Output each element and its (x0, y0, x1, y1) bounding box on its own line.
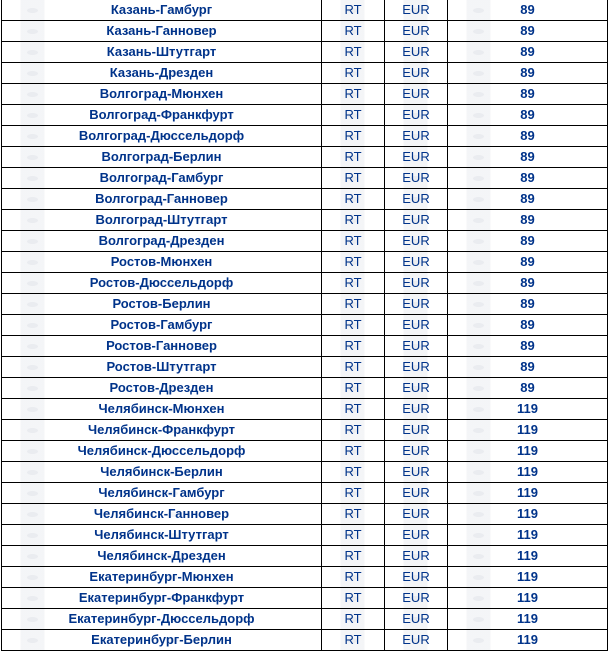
table-row (2, 525, 608, 546)
price-cell: 89 (448, 294, 608, 315)
route-cell: Волгоград-Штутгарт (2, 210, 322, 231)
table-row (2, 63, 608, 84)
route-cell: Екатеринбург-Мюнхен (2, 567, 322, 588)
price-cell: 89 (448, 189, 608, 210)
currency-cell: EUR (385, 273, 448, 294)
route-cell: Екатеринбург-Дюссельдорф (2, 609, 322, 630)
trip-type-cell: RT (322, 483, 385, 504)
route-cell: Екатеринбург-Франкфурт (2, 588, 322, 609)
currency-cell: EUR (385, 420, 448, 441)
price-cell: 119 (448, 567, 608, 588)
trip-type-cell: RT (322, 294, 385, 315)
route-cell: Волгоград-Берлин (2, 147, 322, 168)
trip-type-cell: RT (322, 126, 385, 147)
currency-cell: EUR (385, 504, 448, 525)
table-row (2, 168, 608, 189)
route-cell: Волгоград-Франкфурт (2, 105, 322, 126)
price-cell: 89 (448, 210, 608, 231)
trip-type-cell: RT (322, 63, 385, 84)
route-cell: Ростов-Штутгарт (2, 357, 322, 378)
table-row (2, 504, 608, 525)
trip-type-cell: RT (322, 588, 385, 609)
currency-cell: EUR (385, 546, 448, 567)
currency-cell: EUR (385, 315, 448, 336)
table-row (2, 105, 608, 126)
currency-cell: EUR (385, 609, 448, 630)
table-row (2, 567, 608, 588)
trip-type-cell: RT (322, 399, 385, 420)
currency-cell: EUR (385, 84, 448, 105)
trip-type-cell: RT (322, 273, 385, 294)
price-cell: 89 (448, 63, 608, 84)
route-cell: Ростов-Дрезден (2, 378, 322, 399)
trip-type-cell: RT (322, 504, 385, 525)
route-cell: Челябинск-Мюнхен (2, 399, 322, 420)
route-cell: Ростов-Ганновер (2, 336, 322, 357)
price-cell: 119 (448, 525, 608, 546)
price-cell: 89 (448, 0, 608, 21)
currency-cell: EUR (385, 21, 448, 42)
currency-cell: EUR (385, 231, 448, 252)
trip-type-cell: RT (322, 252, 385, 273)
route-cell: Волгоград-Дрезден (2, 231, 322, 252)
price-cell: 89 (448, 378, 608, 399)
currency-cell: EUR (385, 441, 448, 462)
price-cell: 89 (448, 105, 608, 126)
price-cell: 89 (448, 315, 608, 336)
table-row (2, 399, 608, 420)
route-cell: Челябинск-Ганновер (2, 504, 322, 525)
route-cell: Волгоград-Дюссельдорф (2, 126, 322, 147)
table-row (2, 147, 608, 168)
table-row (2, 357, 608, 378)
currency-cell: EUR (385, 210, 448, 231)
currency-cell: EUR (385, 336, 448, 357)
price-cell: 119 (448, 588, 608, 609)
trip-type-cell: RT (322, 21, 385, 42)
route-cell: Челябинск-Франкфурт (2, 420, 322, 441)
price-cell: 119 (448, 483, 608, 504)
price-cell: 89 (448, 357, 608, 378)
trip-type-cell: RT (322, 630, 385, 651)
trip-type-cell: RT (322, 462, 385, 483)
table-row (2, 126, 608, 147)
table-row (2, 84, 608, 105)
table-row (2, 336, 608, 357)
table-row (2, 609, 608, 630)
currency-cell: EUR (385, 189, 448, 210)
price-cell: 89 (448, 84, 608, 105)
table-row (2, 252, 608, 273)
currency-cell: EUR (385, 105, 448, 126)
trip-type-cell: RT (322, 231, 385, 252)
table-row (2, 483, 608, 504)
table-row (2, 189, 608, 210)
table-row (2, 420, 608, 441)
table-row (2, 273, 608, 294)
currency-cell: EUR (385, 294, 448, 315)
currency-cell: EUR (385, 399, 448, 420)
table-row (2, 441, 608, 462)
table-row (2, 231, 608, 252)
route-cell: Казань-Штутгарт (2, 42, 322, 63)
table-row (2, 210, 608, 231)
currency-cell: EUR (385, 147, 448, 168)
route-cell: Ростов-Гамбург (2, 315, 322, 336)
currency-cell: EUR (385, 588, 448, 609)
route-cell: Екатеринбург-Берлин (2, 630, 322, 651)
table-row (2, 0, 608, 21)
route-cell: Казань-Дрезден (2, 63, 322, 84)
route-cell: Ростов-Дюссельдорф (2, 273, 322, 294)
table-row (2, 588, 608, 609)
price-cell: 119 (448, 504, 608, 525)
currency-cell: EUR (385, 63, 448, 84)
route-cell: Челябинск-Дюссельдорф (2, 441, 322, 462)
table-row (2, 42, 608, 63)
trip-type-cell: RT (322, 357, 385, 378)
table-row (2, 21, 608, 42)
trip-type-cell: RT (322, 378, 385, 399)
trip-type-cell: RT (322, 546, 385, 567)
price-cell: 119 (448, 462, 608, 483)
trip-type-cell: RT (322, 84, 385, 105)
trip-type-cell: RT (322, 42, 385, 63)
route-cell: Челябинск-Берлин (2, 462, 322, 483)
currency-cell: EUR (385, 126, 448, 147)
price-cell: 119 (448, 609, 608, 630)
trip-type-cell: RT (322, 0, 385, 21)
trip-type-cell: RT (322, 441, 385, 462)
table-row (2, 546, 608, 567)
route-cell: Ростов-Берлин (2, 294, 322, 315)
trip-type-cell: RT (322, 168, 385, 189)
price-cell: 89 (448, 42, 608, 63)
price-cell: 89 (448, 273, 608, 294)
price-cell: 89 (448, 126, 608, 147)
route-cell: Казань-Гамбург (2, 0, 322, 21)
trip-type-cell: RT (322, 147, 385, 168)
currency-cell: EUR (385, 525, 448, 546)
table-row (2, 630, 608, 651)
currency-cell: EUR (385, 378, 448, 399)
currency-cell: EUR (385, 42, 448, 63)
route-cell: Волгоград-Гамбург (2, 168, 322, 189)
table-row (2, 462, 608, 483)
price-cell: 119 (448, 399, 608, 420)
price-cell: 119 (448, 441, 608, 462)
trip-type-cell: RT (322, 315, 385, 336)
table-row (2, 315, 608, 336)
trip-type-cell: RT (322, 525, 385, 546)
price-cell: 119 (448, 546, 608, 567)
trip-type-cell: RT (322, 567, 385, 588)
fares-table-body (2, 0, 608, 651)
route-cell: Казань-Ганновер (2, 21, 322, 42)
route-cell: Челябинск-Дрезден (2, 546, 322, 567)
currency-cell: EUR (385, 483, 448, 504)
price-cell: 89 (448, 21, 608, 42)
trip-type-cell: RT (322, 609, 385, 630)
price-cell: 89 (448, 336, 608, 357)
route-cell: Волгоград-Мюнхен (2, 84, 322, 105)
currency-cell: EUR (385, 567, 448, 588)
currency-cell: EUR (385, 357, 448, 378)
trip-type-cell: RT (322, 420, 385, 441)
currency-cell: EUR (385, 630, 448, 651)
currency-cell: EUR (385, 0, 448, 21)
route-cell: Волгоград-Ганновер (2, 189, 322, 210)
price-cell: 89 (448, 252, 608, 273)
trip-type-cell: RT (322, 105, 385, 126)
price-cell: 89 (448, 147, 608, 168)
currency-cell: EUR (385, 168, 448, 189)
trip-type-cell: RT (322, 336, 385, 357)
trip-type-cell: RT (322, 189, 385, 210)
route-cell: Ростов-Мюнхен (2, 252, 322, 273)
route-cell: Челябинск-Штутгарт (2, 525, 322, 546)
currency-cell: EUR (385, 252, 448, 273)
price-cell: 119 (448, 630, 608, 651)
trip-type-cell: RT (322, 210, 385, 231)
price-cell: 89 (448, 168, 608, 189)
fares-table (1, 0, 608, 651)
price-cell: 89 (448, 231, 608, 252)
route-cell: Челябинск-Гамбург (2, 483, 322, 504)
price-cell: 119 (448, 420, 608, 441)
table-row (2, 294, 608, 315)
table-row (2, 378, 608, 399)
currency-cell: EUR (385, 462, 448, 483)
